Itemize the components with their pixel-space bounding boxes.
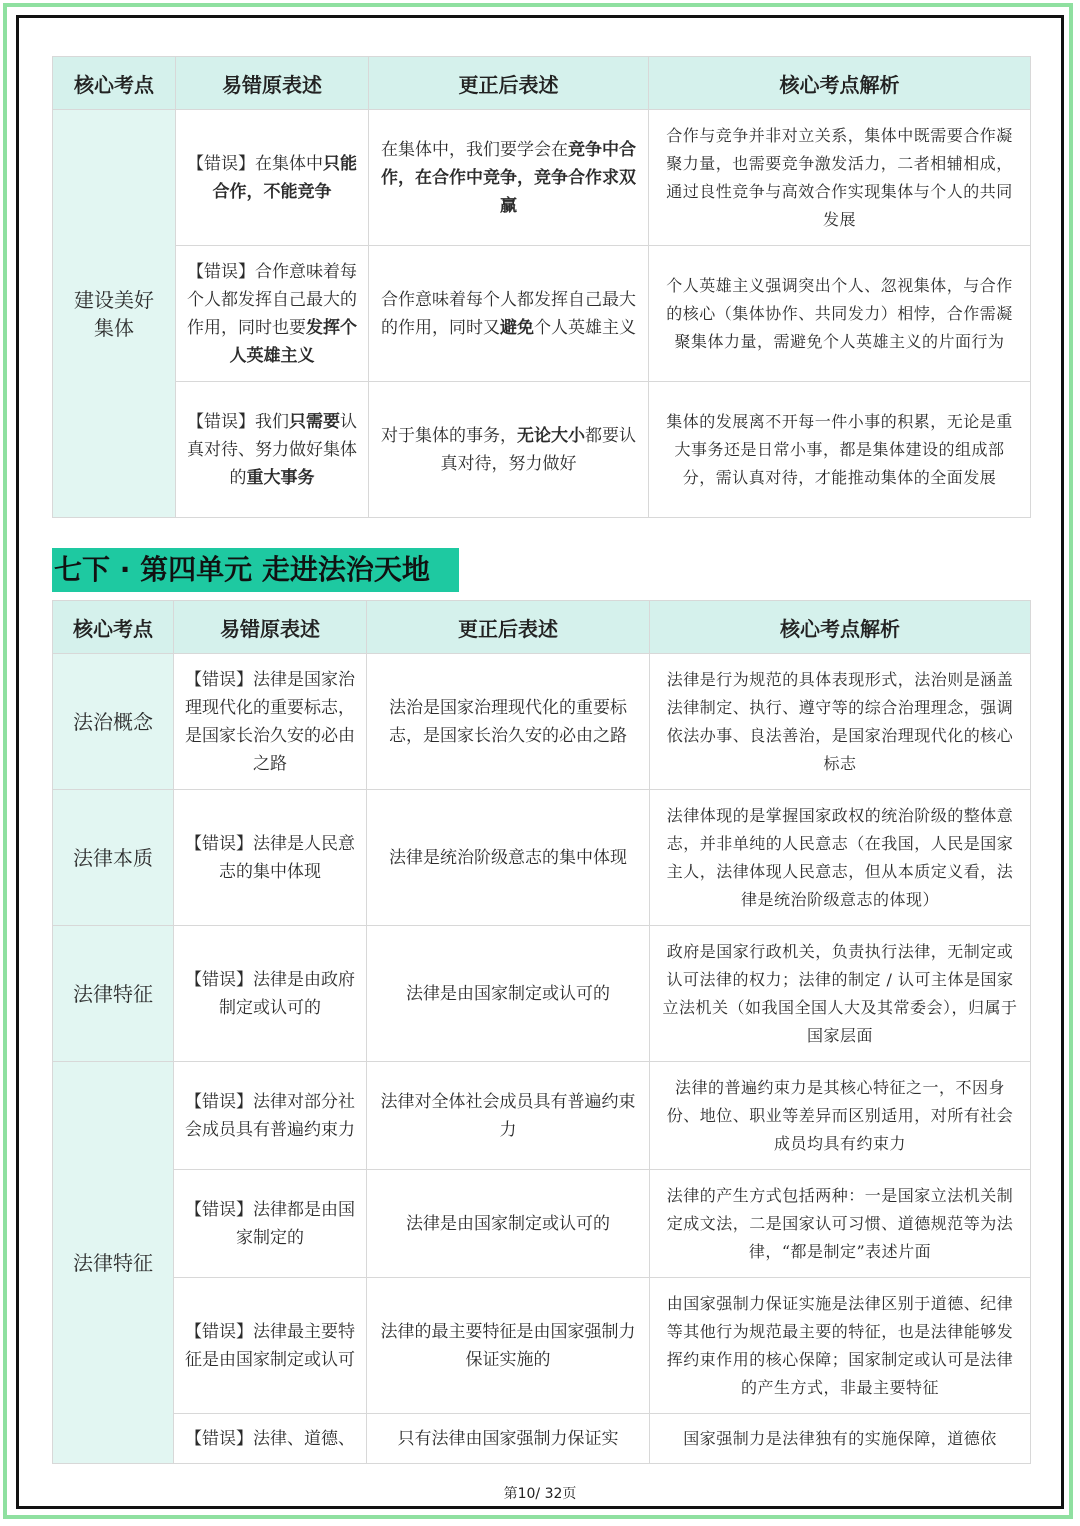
corrected-cell: 对于集体的事务，无论大小都要认真对待，努力做好 bbox=[369, 382, 649, 518]
header-corrected-statement: 更正后表述 bbox=[369, 57, 649, 110]
category-cell: 法律特征 bbox=[53, 926, 174, 1062]
section-title: 七下 · 第四单元 走进法治天地 bbox=[52, 548, 459, 592]
analysis-cell: 法律的普遍约束力是其核心特征之一，不因身份、地位、职业等差异而区别适用，对所有社会成员均具有约束力 bbox=[650, 1062, 1031, 1170]
error-cell: 【错误】法律是人民意志的集中体现 bbox=[174, 790, 367, 926]
error-cell: 【错误】法律都是由国家制定的 bbox=[174, 1170, 367, 1278]
analysis-cell: 个人英雄主义强调突出个人、忽视集体，与合作的核心（集体协作、共同发力）相悖，合作需凝聚集体力量，需避免个人英雄主义的片面行为 bbox=[649, 246, 1031, 382]
analysis-cell: 政府是国家行政机关，负责执行法律，无制定或认可法律的权力；法律的制定 / 认可主体是国家立法机关（如我国全国人大及其常委会），归属于国家层面 bbox=[650, 926, 1031, 1062]
header-error-statement: 易错原表述 bbox=[176, 57, 369, 110]
page-number: 第10/ 32页 bbox=[503, 1486, 577, 1502]
corrected-cell: 法律是统治阶级意志的集中体现 bbox=[367, 790, 650, 926]
error-cell: 【错误】我们只需要认真对待、努力做好集体的重大事务 bbox=[176, 382, 369, 518]
corrected-cell: 在集体中，我们要学会在竞争中合作，在合作中竞争，竞争合作求双赢 bbox=[369, 110, 649, 246]
error-cell: 【错误】法律对部分社会成员具有普遍约束力 bbox=[174, 1062, 367, 1170]
analysis-cell: 法律体现的是掌握国家政权的统治阶级的整体意志，并非单纯的人民意志（在我国，人民是国家主人，法律体现人民意志，但从本质定义看，法律是统治阶级意志的体现） bbox=[650, 790, 1031, 926]
corrected-cell: 法律是由国家制定或认可的 bbox=[367, 926, 650, 1062]
table-row bbox=[53, 246, 1031, 382]
analysis-cell: 法律的产生方式包括两种：一是国家立法机关制定成文法，二是国家认可习惯、道德规范等为法律，“都是制定”表述片面 bbox=[650, 1170, 1031, 1278]
corrected-cell: 法律对全体社会成员具有普遍约束力 bbox=[367, 1062, 650, 1170]
corrected-cell: 只有法律由国家强制力保证实 bbox=[367, 1414, 650, 1464]
table-row bbox=[53, 382, 1031, 518]
header-error-statement: 易错原表述 bbox=[174, 601, 367, 654]
error-cell: 【错误】合作意味着每个人都发挥自己最大的作用，同时也要发挥个人英雄主义 bbox=[176, 246, 369, 382]
table-row bbox=[53, 790, 1031, 926]
table-row bbox=[53, 1278, 1031, 1414]
table-row bbox=[53, 1062, 1031, 1170]
table-row bbox=[53, 654, 1031, 790]
analysis-cell: 合作与竞争并非对立关系，集体中既需要合作凝聚力量，也需要竞争激发活力，二者相辅相成，通过良性竞争与高效合作实现集体与个人的共同发展 bbox=[649, 110, 1031, 246]
header-corrected-statement: 更正后表述 bbox=[367, 601, 650, 654]
category-cell: 法治概念 bbox=[53, 654, 174, 790]
table-rule-of-law bbox=[52, 600, 1031, 1464]
table-collective bbox=[52, 56, 1031, 518]
category-cell: 法律本质 bbox=[53, 790, 174, 926]
table-header-row bbox=[53, 601, 1031, 654]
table-row bbox=[53, 1414, 1031, 1464]
corrected-cell: 法律的最主要特征是由国家强制力保证实施的 bbox=[367, 1278, 650, 1414]
table-row bbox=[53, 1170, 1031, 1278]
header-core-point: 核心考点 bbox=[53, 57, 176, 110]
table-header-row bbox=[53, 57, 1031, 110]
corrected-cell: 合作意味着每个人都发挥自己最大的作用，同时又避免个人英雄主义 bbox=[369, 246, 649, 382]
error-cell: 【错误】在集体中只能合作，不能竞争 bbox=[176, 110, 369, 246]
error-cell: 【错误】法律、道德、 bbox=[174, 1414, 367, 1464]
table-row bbox=[53, 110, 1031, 246]
corrected-cell: 法律是由国家制定或认可的 bbox=[367, 1170, 650, 1278]
header-core-point: 核心考点 bbox=[53, 601, 174, 654]
analysis-cell: 由国家强制力保证实施是法律区别于道德、纪律等其他行为规范最主要的特征，也是法律能够发挥约束作用的核心保障；国家制定或认可是法律的产生方式，非最主要特征 bbox=[650, 1278, 1031, 1414]
table-row bbox=[53, 926, 1031, 1062]
header-analysis: 核心考点解析 bbox=[650, 601, 1031, 654]
error-cell: 【错误】法律是国家治理现代化的重要标志，是国家长治久安的必由之路 bbox=[174, 654, 367, 790]
analysis-cell: 集体的发展离不开每一件小事的积累，无论是重大事务还是日常小事，都是集体建设的组成部分，需认真对待，才能推动集体的全面发展 bbox=[649, 382, 1031, 518]
error-cell: 【错误】法律最主要特征是由国家制定或认可 bbox=[174, 1278, 367, 1414]
category-cell: 建设美好集体 bbox=[53, 110, 176, 518]
category-cell: 法律特征 bbox=[53, 1062, 174, 1464]
header-analysis: 核心考点解析 bbox=[649, 57, 1031, 110]
analysis-cell: 国家强制力是法律独有的实施保障，道德依 bbox=[650, 1414, 1031, 1464]
analysis-cell: 法律是行为规范的具体表现形式，法治则是涵盖法律制定、执行、遵守等的综合治理理念，强调依法办事、良法善治，是国家治理现代化的核心标志 bbox=[650, 654, 1031, 790]
error-cell: 【错误】法律是由政府制定或认可的 bbox=[174, 926, 367, 1062]
corrected-cell: 法治是国家治理现代化的重要标志，是国家长治久安的必由之路 bbox=[367, 654, 650, 790]
